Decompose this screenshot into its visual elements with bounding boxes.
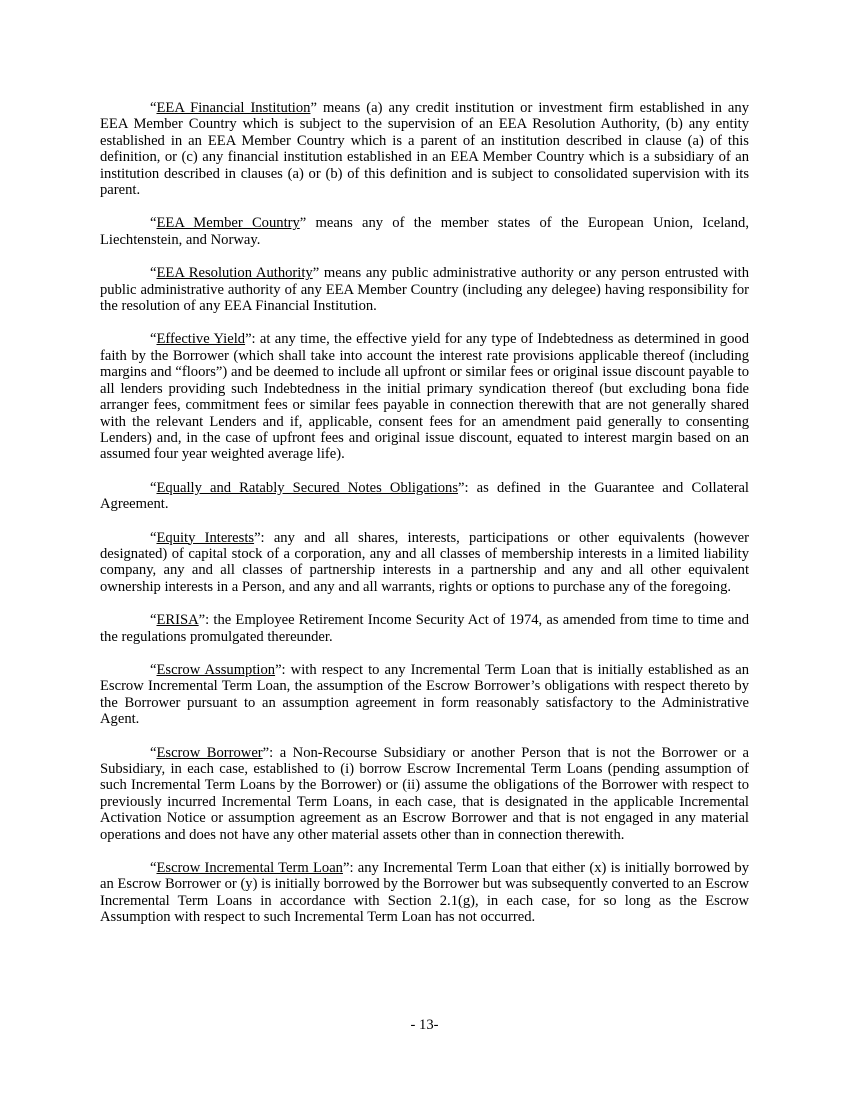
definition-text: means any of the member states of the European Union, Iceland, Liechtenstein, and Norway. [100,215,749,248]
definition-escrow-borrower: “Escrow Borrower”: a Non-Recourse Subsidiary or another Person that is not the Borrower or a Subsidiary, in each case, established to (i) borrow Escrow Incremental Term Loans (pending assumption of such Incremental Term Loans by the Borrower) or (ii) assume the obligations of the Borrower with respect to previously incurred Incremental Term Loans, in each case, that is designated in the applicable Incremental Activation Notice or assumption agreement as an Escrow Borrower and that is not engaged in any material operations and does not have any other material assets other than in connection therewith. [100,744,749,843]
defined-term: EEA Financial Institution [156,100,311,116]
document-page [100,100,749,943]
page-number: - 13- [410,1017,439,1033]
definition-eea-resolution-authority: “EEA Resolution Authority” means any public administrative authority or any person entrusted with public administrative authority of any EEA Member Country (including any delegee) having responsibility for the resolution of any EEA Financial Institution. [100,265,749,315]
definition-text: any and all shares, interests, participations or other equivalents (however designated) of capital stock of a corporation, any and all classes of membership interests in a limited liability company, any and all classes of partnership interests in a partnership and any and all other equivalent ownership interests in a Person, and any and all warrants, rights or options to purchase any of the foregoing. [100,529,749,595]
definition-text: a Non-Recourse Subsidiary or another Person that is not the Borrower or a Subsidiary, in each case, established to (i) borrow Escrow Incremental Term Loans (pending assumption of such Incremental Term Loans by the Borrower) or (ii) assume the obligations of the Borrower with respect to previously incurred Incremental Term Loans, in each case, that is designated in the applicable Incremental Activation Notice or assumption agreement as an Escrow Borrower and that is not engaged in any material operations and does not have any other material assets other than in connection therewith. [100,744,749,843]
defined-term: Effective Yield [156,331,246,348]
defined-term: Equity Interests [156,529,255,546]
definition-text: means any public administrative authority or any person entrusted with public administrative authority of any EEA Member Country (including any delegee) having responsibility for the resolution of any EEA Financial Institution. [100,265,749,315]
defined-term: EEA Resolution Authority [156,265,313,282]
definition-text: with respect to any Incremental Term Loan that is initially established as an Escrow Incremental Term Loan, the assumption of the Escrow Borrower’s obligations with respect thereto by the Borrower pursuant to an assumption agreement in form reasonably satisfactory to the Administrative Agent. [100,661,749,728]
definition-equity-interests: “Equity Interests”: any and all shares, interests, participations or other equivalents (however designated) of capital stock of a corporation, any and all classes of membership interests in a limited liability company, any and all classes of partnership interests in a partnership and any and all other equivalent ownership interests in a Person, and any and all warrants, rights or options to purchase any of the foregoing. [100,529,749,595]
definition-equally-ratably-secured-notes-obligations: “Equally and Ratably Secured Notes Obligations”: as defined in the Guarantee and Collateral Agreement. [100,479,749,513]
definition-text: means (a) any credit institution or investment firm established in any EEA Member Country which is subject to the supervision of an EEA Resolution Authority, (b) any entity established in an EEA Member Country which is a parent of an institution described in clause (a) of this definition, or (c) any financial institution established in an EEA Member Country which is a subsidiary of an institution described in clauses (a) or (b) of this definition and is subject to consolidated supervision with its parent. [100,100,749,199]
definition-text: at any time, the effective yield for any type of Indebtedness as determined in good faith by the Borrower (which shall take into account the interest rate provisions applicable thereof (including margins and “floors”) and be deemed to include all upfront or similar fees or original issue discount payable to all lenders providing such Indebtedness in the initial primary syndication thereof (but excluding bona fide arranger fees, commitment fees or similar fees payable in connection therewith that are not generally shared with the relevant Lenders and if, applicable, consent fees for an amendment paid generally to consenting Lenders) and, in the case of upfront fees and original issue discount, equated to interest margin based on an assumed four year weighted average life). [100,331,749,463]
defined-term: Escrow Assumption [156,661,276,678]
defined-term: Escrow Incremental Term Loan [156,860,343,877]
definition-effective-yield: “Effective Yield”: at any time, the effective yield for any type of Indebtedness as determined in good faith by the Borrower (which shall take into account the interest rate provisions applicable thereof (including margins and “floors”) and be deemed to include all upfront or similar fees or original issue discount payable to all lenders providing such Indebtedness in the initial primary syndication thereof (but excluding bona fide arranger fees, commitment fees or similar fees payable in connection therewith that are not generally shared with the relevant Lenders and if, applicable, consent fees for an amendment paid generally to consenting Lenders) and, in the case of upfront fees and original issue discount, equated to interest margin based on an assumed four year weighted average life). [100,331,749,463]
definition-text: as defined in the Guarantee and Collateral Agreement. [100,479,749,513]
definition-erisa: “ERISA”: the Employee Retirement Income Security Act of 1974, as amended from time to time and the regulations promulgated thereunder. [100,612,749,645]
definition-escrow-assumption: “Escrow Assumption”: with respect to any Incremental Term Loan that is initially established as an Escrow Incremental Term Loan, the assumption of the Escrow Borrower’s obligations with respect thereto by the Borrower pursuant to an assumption agreement in form reasonably satisfactory to the Administrative Agent. [100,661,749,728]
defined-term: EEA Member Country [156,215,300,232]
definition-eea-financial-institution: “EEA Financial Institution” means (a) any credit institution or investment firm established in any EEA Member Country which is subject to the supervision of an EEA Resolution Authority, (b) any entity established in an EEA Member Country which is a parent of an institution described in clause (a) of this definition, or (c) any financial institution established in an EEA Member Country which is a subsidiary of an institution described in clauses (a) or (b) of this definition and is subject to consolidated supervision with its parent. [100,100,749,199]
defined-term: Equally and Ratably Secured Notes Obligations [156,479,459,496]
definition-eea-member-country: “EEA Member Country” means any of the member states of the European Union, Iceland, Liechtenstein, and Norway. [100,215,749,248]
defined-term: ERISA [156,612,199,629]
definition-escrow-incremental-term-loan: “Escrow Incremental Term Loan”: any Incremental Term Loan that either (x) is initially borrowed by an Escrow Borrower or (y) is initially borrowed by the Borrower but was subsequently converted to an Escrow Incremental Term Loans in accordance with Section 2.1(g), in each case, for so long as the Escrow Assumption with respect to such Incremental Term Loan has not occurred. [100,860,749,926]
definition-text: the Employee Retirement Income Security Act of 1974, as amended from time to time and the regulations promulgated thereunder. [100,612,749,645]
defined-term: Escrow Borrower [156,744,263,761]
definition-text: any Incremental Term Loan that either (x) is initially borrowed by an Escrow Borrower or (y) is initially borrowed by the Borrower but was subsequently converted to an Escrow Incremental Term Loans in accordance with Section 2.1(g), in each case, for so long as the Escrow Assumption with respect to such Incremental Term Loan has not occurred. [100,860,749,926]
